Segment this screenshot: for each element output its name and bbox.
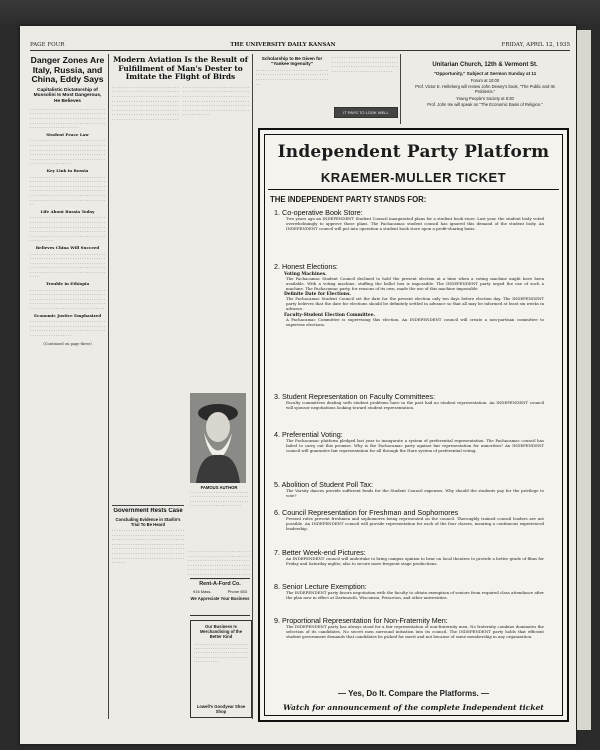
column-rule-3: [400, 54, 401, 124]
item-number: 3.: [274, 392, 280, 401]
scholarship-article: Scholarship to Be Given for "Yankee Ingenuity" - - - - - - - - - - - - - - - - - - - - - - - - - - - - - - - - - - - - - - - - - - - - - - - - - - - - - - - - - - - - - - - - - - - - - - - - - - - - - - - - - - - - - - - - - - - - - - -: [256, 56, 328, 87]
platform-footer-compare: — Yes, Do It. Compare the Platforms. —: [338, 689, 489, 698]
church-review: Prof. Victor E. Helleberg will review John Dewey's book, "The Public and Its Problems.": [415, 84, 555, 94]
item-subhead-voting: Voting Machines.: [284, 272, 327, 277]
newspaper-title: THE UNIVERSITY DAILY KANSAN: [230, 42, 336, 48]
item-number: 1.: [274, 208, 280, 217]
item-text-voting: The Pachacamac Student Council declined to hold the present election at a time when a voting machine might have been available. With a voting machine, stuffing the ballot box is impossible. The INDEPENDENT party urged the use of such a machine. The Pachacamac party, for reasons of its own, made the use of this machine impossible.: [286, 276, 544, 291]
item-text: The INDEPENDENT party favors negotiation with the faculty to obtain exemption of seniors from required class attendance after the plan now in effect at Dartmouth, Wisconsin, Princeton, and other universities.: [286, 590, 544, 600]
platform-item-9: [274, 616, 544, 639]
platform-item-8: [274, 582, 544, 601]
goodyear-body: - - - - - - - - - - - - - - - - - - - - - - - - - - - - - - - - - - - - - - - - - - - - - - - - - - - - - - - - - - - - - - - - - - - - - - - - - - - - - - - - - - - - - - - - - - - - - - - - - - - - - - - - - - - - - - - - - - - -: [194, 642, 248, 663]
scholarship-headline: Scholarship to Be Given for "Yankee Ingenuity": [261, 56, 323, 67]
item-number: 8.: [274, 582, 280, 591]
government-rests-box: Government Rests Case Concluding Evidence in Starlin's Trial To Be Heard - - - - - - - - - - - - - - - - - - - - - - - - - - - - - - - - - - - - - - - - - - - - - - - - - - - - - - - - - - - - - - - - - - - - - - - - - - - - - - - - - - - - - - - - - - - - - - - - - - - - - - - - - - - - - - - - - - - - - - - - - - - - - - - - - - - - - - - - - - - - - - - - - - - - - - - - - - - - - - - - - - - - - - - - - - - - - - - - - - - - - - - - - - - - - - - - - - - - - - - - - - - - - - - - - - - - - - - - - - - - - - -: [112, 508, 184, 566]
page-number: PAGE FOUR: [30, 42, 65, 48]
platform-ticket: KRAEMER-MULLER TICKET: [320, 170, 507, 185]
platform-footer-watch: Watch for announcement of the complete Independent ticket: [283, 703, 544, 712]
church-society: Young People's Society at 6:30: [456, 96, 514, 101]
platform-divider-top: [268, 189, 559, 190]
column-rule-2: [252, 54, 253, 719]
goodyear-footer: Lowell's Goodyear Shoe Shop: [196, 704, 246, 714]
item-text-committee: A Pachacamac Committee is supervising this election. An INDEPENDENT council will create a non-partisan committee to supervise elections.: [286, 316, 544, 327]
subhead-life-russia: Life About Russia Today: [40, 208, 95, 214]
independent-party-platform-ad: [258, 128, 569, 722]
item-text: The INDEPENDENT party has always stood for a fair representation of non-fraternity men. No fraternity combine dominates the selection of its candidates. No secret men surround initiation into its council. The INDEPENDENT party holds that efficient student government demands that candidates be picked for merit and not because of some membership in any organization.: [286, 624, 544, 639]
item-text: The Pachacamac platform pledged last year to inaugurate a system of preferential representation. The Pachacamac council has failed to carry out this promise. Why is the Pachacamac party against fair representation for minorities? An INDEPENDENT council will guarantee fair representation for all through the Hare system of preferential voting.: [286, 438, 544, 453]
item-title: Abolition of Student Poll Tax:: [281, 480, 373, 489]
item-number: 6.: [274, 508, 280, 517]
column-rule-1: [108, 54, 109, 719]
church-ad: [405, 60, 565, 122]
item-number: 4.: [274, 430, 280, 439]
platform-item-3: [274, 392, 544, 411]
rent-phone: Phone 653: [227, 589, 247, 594]
item-title: Senior Lecture Exemption:: [282, 582, 367, 591]
box-deck: Concluding Evidence in Starlin's Trial To Be Heard: [115, 517, 181, 527]
item-text-date: The Pachacamac Student Council set the date for the present election only ten days before election day. The INDEPENDENT party believes that the date for elections should be definitely settled in advance so that all may be informed at least six weeks in advance.: [286, 296, 544, 311]
article-headline-aviation: Modern Aviation Is the Result of Fulfillment of Man's Dester to Imitate the Flight of Birds: [113, 56, 248, 82]
article-deck-eddy: Capitalistic Dictatorship of Mussolini Is Most Dangerous, He Believes: [33, 87, 102, 105]
item-text: Present rules prevent freshmen and sophomores being represented on the council. Thoroughly trained council leaders are not possible. An INDEPENDENT council will provide representation for each of the four classes, insuring a continuous experienced leadership.: [286, 516, 544, 531]
article-column-3b: - - - - - - - - - - - - - - - - - - - - - - - - - - - - - - - - - - - - - - - - - - - - - - - - - - - - - - - - - - - - - - - - - - - - - - - - - - - - - - - - - - - - - - - - - - - - - - - - - - - - - - - - - - - - - -: [332, 56, 398, 74]
platform-item-2: [274, 262, 544, 327]
masthead: [30, 42, 570, 51]
church-speaker: Prof. John Ise will speak on "The Economic Basis of Religion.": [427, 102, 543, 107]
platform-item-5: [274, 480, 544, 499]
rent-a-ford-box: [190, 578, 250, 616]
subhead-economic: Economic Justice Emphasized: [33, 312, 102, 318]
looks-ad: [334, 107, 398, 118]
article-column-2-cont: - - - - - - - - - - - - - - - - - - - - - - - - - - - - - - - - - - - - - - - - - - - - - - - - - - - - - - - - - - - - - - - - - - - - - - - - - - - - - - - - - - - - - - - - - - - - - - - - - - - - - - - - - - - - - - - - - - - - - - - - - - - - - - - - - - - - - - - - - - - - - - - - - - - - - - - - - - - - - - - - - - - - - - - - - - - - - - - - - - - -: [188, 550, 250, 582]
author-portrait-illustration: [190, 393, 246, 483]
platform-item-1: [274, 208, 544, 231]
subhead-key-link: Key Link in Russia: [46, 168, 89, 174]
photo-caption-title: FAMOUS AUTHOR: [200, 486, 238, 490]
item-title: Council Representation for Freshman and Sophomores: [282, 508, 459, 517]
item-title: Student Representation on Faculty Committees:: [282, 392, 436, 401]
item-text: Faculty committees dealing with student problems have in the past had no student representation. An INDEPENDENT council will sponsor negotiations looking toward student representation.: [286, 400, 544, 410]
looks-ad-text: IT PAYS TO LOOK WELL: [343, 110, 389, 115]
goodyear-ad: [190, 620, 252, 718]
subhead-china: Believes China Will Succeed: [35, 244, 100, 250]
item-title: Better Week-end Pictures:: [282, 548, 366, 557]
item-title: Preferential Voting:: [282, 430, 343, 439]
item-title: Honest Elections:: [282, 262, 338, 271]
item-text: Two years ago an INDEPENDENT Student Council inaugurated plans for a student book store. Last year, the student body voted overwhelmingly to approve those plans. The Pachacamac student council has ignored this demand of the student body. An INDEPENDENT council will put into operation a student book store upon a profit-sharing basis.: [286, 216, 544, 231]
box-headline: Government Rests Case: [113, 508, 183, 514]
item-number: 5.: [274, 480, 280, 489]
item-subhead-date: Definite Date for Elections.: [284, 292, 351, 298]
goodyear-title: Our Business Is Merchandising of the Better Kind: [199, 624, 243, 639]
platform-item-4: [274, 430, 544, 453]
platform-title: Independent Party Platform: [277, 142, 550, 162]
church-sermon: "Opportunity," Subject at Sermon Sunday at 11: [433, 71, 537, 76]
church-title: Unitarian Church, 12th & Vermont St.: [432, 62, 538, 68]
article-headline-eddy: Danger Zones Are Italy, Russia, and China, Eddy Says: [30, 56, 105, 84]
page-edge: [577, 30, 591, 730]
issue-date: FRIDAY, APRIL 12, 1935: [501, 42, 570, 48]
rent-tagline: We Appreciate Your Business: [190, 596, 250, 601]
item-text: An INDEPENDENT council will undertake to bring campus opinion to bear on local theatres to provide a better grade of films for Friday and Saturday nights; also to secure more frequent stage productions.: [286, 556, 544, 566]
box-rule-top: [112, 505, 184, 506]
item-text: The Varsity dances provide sufficient funds for the Student Council expenses. Why should the students pay for the privilege to vote?: [286, 488, 544, 498]
item-title: Proportional Representation for Non-Fraternity Men:: [282, 616, 448, 625]
church-forum: Forum at 10:00: [470, 78, 500, 83]
item-subhead-committee: Faculty-Student Election Committee.: [284, 312, 376, 318]
rent-title: Rent-A-Ford Co.: [199, 581, 241, 587]
scanner-band: [0, 0, 600, 26]
article-column-2: Modern Aviation Is the Result of Fulfillment of Man's Dester to Imitate the Flight of Birds - - - - - - - - - - - - - - - - - - - - - - - - - - - - - - - - - - - - - - - - - - - - - - - - - - - - - - - - - - - - - - - - - - - - - - - - - - - - - - - - - - - - - - - - - - - - - - - - - - - - - - - - - - - - - - - - - - - - - - - - - - - - - - - - - - - - - - - - - - - - - - - - - - - - - - - - - - - - - - - - - - - - - - - - - - - - - - - - - - - - - - - - - - - - - - - - - - - - - - - - - - - - - - - - - - - - - - - - - - - - - - - - - - - - - - - - - - - - - - - - - - - - - - - - - - - - - - - - - - - - - - - - - - - - - - - - - - - - - - - - - - - - - - - - - - - - - - - - - - - - - - - - - - - - - - - - - - - - - - - - - - - - - - - - - - - - - - - - - - - - - - - - - - - - - - - - - - - - - - - - - - - - - - - - - - - - - - - - - - - - - - - - - - - - - - - - - - - - - - - - - - - -: [112, 56, 249, 122]
platform-stands-for: THE INDEPENDENT PARTY STANDS FOR:: [270, 195, 427, 204]
continued-note: (Continued on page three): [43, 341, 92, 346]
item-number: 2.: [274, 262, 280, 271]
photo-caption: FAMOUS AUTHOR - - - - - - - - - - - - - - - - - - - - - - - - - - - - - - - - - - - - - - - - - - - - - - - - - - - - - - - - - - - - - - - - - - - - - - - - - - - - - - - - - - - - - - - - - - - - - - - - -: [190, 486, 248, 509]
subhead-ethiopia: Trouble in Ethiopia: [45, 281, 90, 287]
item-number: 9.: [274, 616, 280, 625]
article-column-1: Danger Zones Are Italy, Russia, and China, Eddy Says Capitalistic Dictatorship of Mussolini Is Most Dangerous, He Believes - - - - - - - - - - - - - - - - - - - - - - - - - - - - - - - - - - - - - - - - - - - - - - - - - - - - - - - - - - - - - - - - - - - - - - - - - - - - - - - - - - - - - - - - - - - - - - - - - - - - - - - - - - - - - - - - - - - - - - - - - - - - - - - - - - - - - - - - - - - - - - - - - - - - - Student Peace Law - - - - - - - - - - - - - - - - - - - - - - - - - - - - - - - - - - - - - - - - - - - - - - - - - - - - - - - - - - - - - - - - - - - - - - - - - - - - - - - - - - - - - - - - - - - - - - - - - - - - - - - - - - - - - - - - - - - - - - - - - - - - - - - - - - - - - - - - - - - - - - - - - - - - - - - - - - - - - - - - - - - - - - - - - - - - - - - - - - Key Link in Russia - - - - - - - - - - - - - - - - - - - - - - - - - - - - - - - - - - - - - - - - - - - - - - - - - - - - - - - - - - - - - - - - - - - - - - - - - - - - - - - - - - - - - - - - - - - - - - - - - - - - - - - - - - - - - - - - - - - - - - - - - - - - - - - - - - - - - - - - - - - - - - - - - - - - - - - - - - - - - - - - - - - - - - - - - - - - - - - - - - - - - - - - - - - - - - - - - - Life About Russia Today - - - - - - - - - - - - - - - - - - - - - - - - - - - - - - - - - - - - - - - - - - - - - - - - - - - - - - - - - - - - - - - - - - - - - - - - - - - - - - - - - - - - - - - - - - - - - - - - - - - - - - - - - - - - - - - - - - - - - - - - - - - - - - - - - - - - - - - - - - - - - - - - - - - - - - - - - - - - - - - - - - - - - - - - - - Believes China Will Succeed - - - - - - - - - - - - - - - - - - - - - - - - - - - - - - - - - - - - - - - - - - - - - - - - - - - - - - - - - - - - - - - - - - - - - - - - - - - - - - - - - - - - - - - - - - - - - - - - - - - - - - - - - - - - - - - - - - - - - - - - - - - - - - - - - - - - - - - - - - - - - - - - - - - - - - - - - - - - - - - - - - - - Trouble in Ethiopia - - - - - - - - - - - - - - - - - - - - - - - - - - - - - - - - - - - - - - - - - - - - - - - - - - - - - - - - - - - - - - - - - - - - - - - - - - - - - - - - - - - - - - - - - - - - - - - - - - - - - - - - - - - - - - - - - - - - - - - - - - - - - - - - - - - - - - - - - - - - - - - - - - - - - - - - - - - - - - - - Economic Justice Emphasized - - - - - - - - - - - - - - - - - - - - - - - - - - - - - - - - - - - - - - - - - - - - - - - - - - - - - - - - - - - - - - - - - - - - - - - - - - - - - - - - - - - - - - - - - - - - - - - - - - - - - - - - - - - - - - - - - - (Continued on page three): [30, 56, 105, 346]
platform-item-7: [274, 548, 544, 567]
subhead-student-peace: Student Peace Law: [46, 131, 89, 137]
author-photo: [190, 393, 246, 483]
rent-address: 916 Mass.: [193, 589, 212, 594]
platform-item-6: [274, 508, 544, 531]
item-number: 7.: [274, 548, 280, 557]
item-title: Co-operative Book Store:: [282, 208, 363, 217]
